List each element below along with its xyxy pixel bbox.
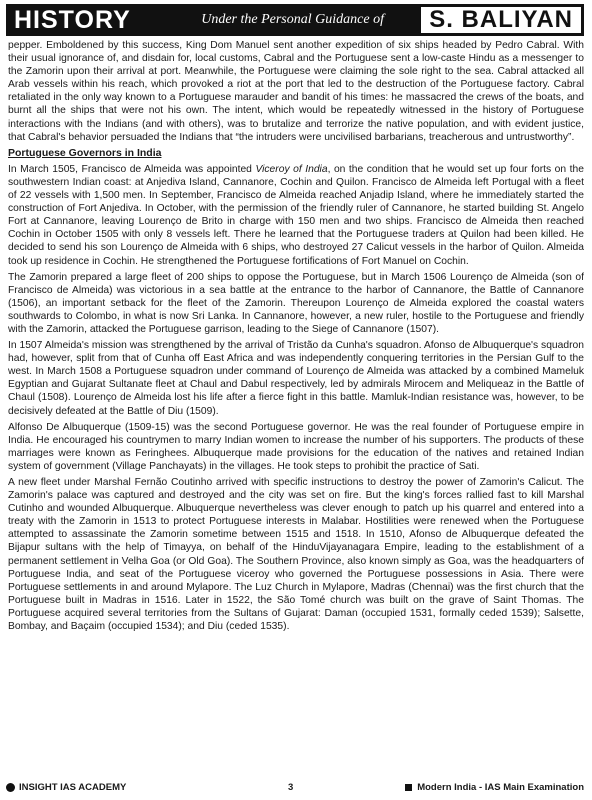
paragraph-albuquerque: Alfonso De Albuquerque (1509-15) was the second Portuguese governor. He was the real founder of Portuguese empire in India. He encouraged his countrymen to marry Indian women to increase the number of his supporters. The products of these marriages were known as Feringhees. Albuquerque made provisions for the education of the natives and retained Indian system of government (Village Panchayats) in the villages. He took steps to prohibit the practice of Sati. xyxy=(8,421,584,472)
footer-course xyxy=(405,782,584,793)
header-subject: HISTORY xyxy=(14,5,131,34)
page-body xyxy=(8,39,584,636)
paragraph-almeida-start: In March 1505, Francisco de Almeida was appointed xyxy=(8,163,256,175)
paragraph-1507: In 1507 Almeida's mission was strengthened by the arrival of Tristão da Cunha's squadron. Afonso de Albuquerque's squadron had, however, split from that of Cunha off East Africa and was independently conquering territories in the Persian Gulf to the west. In March 1508 a Portuguese squadron under command of Lourenço de Almeida was attacked by a combined Mameluk Egyptian and Gujarat Sultanate fleet at Chaul and Dabul respectively, led by admirals Mirocem and Meliqueaz in the Battle of Chaul (1508). Lourenço de Almeida lost his life after a fierce fight in this battle. Mamluk-Indian resistance was, however, to be decisively defeated at the Battle of Diu (1509). xyxy=(8,340,584,417)
footer-course-label: Modern India - IAS Main Examination xyxy=(417,781,584,793)
paragraph-almeida-rest: , on the condition that he would set up four forts on the southwestern Indian coast: at Anjediva Island, Cannanore, Cochin and Quilon. Francisco de Almeida left Portugal with a fleet of 22 vessels with 1,500 men. In September, Francisco de Almeida reached Anjadip Island, where he immediately started the construction of Fort Anjediva. In October, with the permission of the friendly ruler of Cannanore, he started building St. Angelo Fort at Cannanore, leaving Lourenço de Brito in charge with 150 men and two ships. Francisco de Almeida then reached Cochin in October 1505 with only 8 vessels left. There he learned that the Portuguese traders at Quilon had been killed. He decided to send his son Lourenço de Almeida with 6 ships, who destroyed 27 Calicut vessels in the harbor of Quilon. Almeida took up residence in Cochin. He strengthened the Portuguese fortifications of Fort Manuel on Cochin. xyxy=(8,163,584,267)
page-number: 3 xyxy=(287,781,294,793)
footer-academy-label: INSIGHT IAS ACADEMY xyxy=(19,781,127,793)
paragraph-coutinho: A new fleet under Marshal Fernão Coutinho arrived with specific instructions to destroy the power of Zamorin's Calicut. The Zamorin's palace was captured and destroyed and the city was set on fire. But the king's forces rallied fast to kill Marshal Cutinho and wounded Albuquerque. Albuquerque nevertheless was clever enough to patch up his quarrel and entered into a treaty with the Zamorin in 1513 to protect Portuguese interests in Malabar. Hostilities were renewed when the Portuguese attempted to assassinate the Zamorin sometime between 1515 and 1518. In 1510, Afonso de Albuquerque defeated the Bijapur sultans with the help of Timayya, on behalf of the HinduVijayanagara Empire, leading to the establishment of a permanent settlement in Velha Goa (or Old Goa). The Southern Province, also known simply as Goa, was the headquarters of Portuguese India, and seat of the Portuguese viceroy who governed the Portuguese possessions in Asia. There were Portuguese settlements in and around Mylapore. The Luz Church in Mylapore, Madras (Chennai) was the first church that the Portuguese built in Madras in 1516. Later in 1522, the São Tomé church was built on the grave of Saint Thomas. The Portuguese acquired several territories from the Sultans of Gujarat: Daman (occupied 1531, formally ceded 1539); Salsette, Bombay, and Baçaim (occupied 1534); and Diu (ceded 1535). xyxy=(8,477,584,633)
page-header xyxy=(6,4,584,36)
paragraph-intro: pepper. Emboldened by this success, King Dom Manuel sent another expedition of six ships headed by Pedro Cabral. With their usual ignorance of, and disdain for, local customs, Cabral and the Portuguese sent a low-caste Hindu as a messenger to the Zamorin upon their arrival at port. Meanwhile, the Portuguese were claiming the sole right to the sea. Cabral attacked all Arab vessels within his reach, which provoked a riot at the port that led to the destruction of the Portuguese factory. Cabral retaliated in the only way known to a Portuguese marauder and bandit of his times: he massacred the crews of the boats, and burnt all the ships that were not his own. The intent, which would be repeatedly witnessed in the history of Portuguese interactions with the Indians (and with others), was to brutalize and terrorize the native population, and with evident justice, that Cabral's behavior persuaded the Indians that “the intruders were uncivilised barbarians, treacherous and untrustworthy”. xyxy=(8,40,584,143)
square-bullet-icon xyxy=(405,784,412,791)
academy-logo-icon xyxy=(6,783,15,792)
viceroy-title: Viceroy of India xyxy=(255,163,328,175)
footer-academy xyxy=(6,782,246,793)
paragraph-zamorin-fleet: The Zamorin prepared a large fleet of 200 ships to oppose the Portuguese, but in March 1506 Lourenço de Almeida (son of Francisco de Almeida) was victorious in a sea battle at the entrance to the harbor of Cannanore, the Battle of Cannanore (1506), an important setback for the fleet of the Zamorin. Thereupon Lourenço de Almeida explored the coastal waters southwards to Colombo, in what is now Sri Lanka. In Cannanore, however, a new ruler, hostile to the Portuguese and friendly with the Zamorin, attacked the Portuguese garrison, leading to the Siege of Cannanore (1507). xyxy=(8,271,584,335)
header-author: S. BALIYAN xyxy=(421,7,581,33)
section-heading: Portuguese Governors in India xyxy=(8,146,162,159)
paragraph-almeida xyxy=(8,163,584,268)
header-guidance: Under the Personal Guidance of xyxy=(201,12,384,27)
page-footer xyxy=(6,779,584,795)
